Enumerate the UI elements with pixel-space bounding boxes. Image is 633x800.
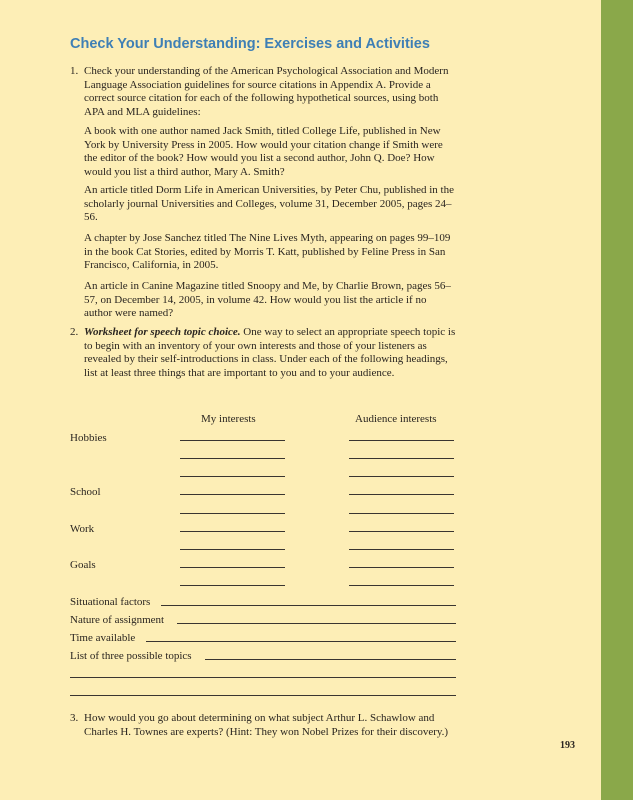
question-text: Check your understanding of the American Psychological Association and Modern Language Association guidelines for source citations in Appendix A. Provide a correct source citation for each of the following hypothetical sources, using both APA and MLA guidelines: bbox=[84, 65, 449, 118]
question-number: 1. bbox=[70, 65, 79, 77]
answer-line[interactable] bbox=[177, 623, 456, 624]
question-number: 2. bbox=[70, 326, 79, 338]
category-school: School bbox=[70, 486, 101, 498]
answer-line[interactable] bbox=[349, 458, 454, 459]
question-text: How would you go about determining on what subject Arthur L. Schawlow and Charles H. Townes are experts? (Hint: They won Nobel Prizes for their discovery.) bbox=[84, 712, 449, 738]
answer-line[interactable] bbox=[180, 458, 285, 459]
section-heading: Check Your Understanding: Exercises and Activities bbox=[70, 36, 430, 52]
worksheet-instructions: One way to select an appropriate speech topic is to begin with an inventory of your own interests and those of your listeners as revealed by their self-introductions in class. Under each of the following headings, list at least three things that are important to you and to your audience. bbox=[84, 326, 456, 379]
page-number: 193 bbox=[560, 740, 575, 751]
answer-line[interactable] bbox=[349, 549, 454, 550]
category-work: Work bbox=[70, 523, 95, 535]
answer-line[interactable] bbox=[180, 476, 285, 477]
answer-line[interactable] bbox=[349, 494, 454, 495]
answer-line[interactable] bbox=[349, 440, 454, 441]
answer-line[interactable] bbox=[349, 567, 454, 568]
answer-line[interactable] bbox=[349, 513, 454, 514]
worksheet-title: Worksheet for speech topic choice. bbox=[84, 326, 241, 338]
side-accent-bar bbox=[601, 0, 633, 800]
answer-line[interactable] bbox=[180, 531, 285, 532]
field-situational-factors: Situational factors bbox=[70, 596, 151, 608]
answer-line[interactable] bbox=[180, 494, 285, 495]
answer-line[interactable] bbox=[180, 585, 285, 586]
question-2 bbox=[70, 326, 460, 380]
question-number: 3. bbox=[70, 712, 79, 724]
column-header-my-interests: My interests bbox=[201, 413, 256, 425]
answer-line[interactable] bbox=[349, 531, 454, 532]
answer-line[interactable] bbox=[70, 695, 456, 696]
column-header-audience-interests: Audience interests bbox=[355, 413, 437, 425]
citation-item-book: A book with one author named Jack Smith, titled College Life, published in New York by University Press in 2005. How would your citation change if Smith were the editor of the book? How would you list a second author, John Q. Doe? How would you list a third author, Mary A. Smith? bbox=[84, 125, 443, 178]
answer-line[interactable] bbox=[205, 659, 456, 660]
citation-item-article: An article titled Dorm Life in American Universities, by Peter Chu, published in the scholarly journal Universities and Colleges, volume 31, December 2005, pages 24–56. bbox=[84, 184, 454, 224]
field-possible-topics: List of three possible topics bbox=[70, 650, 192, 662]
question-text bbox=[84, 326, 460, 380]
question-1 bbox=[70, 65, 460, 119]
citation-item-magazine: An article in Canine Magazine titled Snoopy and Me, by Charlie Brown, pages 56–57, on December 14, 2005, in volume 42. How would you list the article if no author were named? bbox=[84, 280, 451, 320]
citation-item-chapter: A chapter by Jose Sanchez titled The Nine Lives Myth, appearing on pages 99–109 in the book Cat Stories, edited by Morris T. Katt, published by Feline Press in San Francisco, California, in 2005. bbox=[84, 232, 451, 272]
answer-line[interactable] bbox=[180, 513, 285, 514]
answer-line[interactable] bbox=[180, 567, 285, 568]
answer-line[interactable] bbox=[180, 440, 285, 441]
answer-line[interactable] bbox=[180, 549, 285, 550]
category-goals: Goals bbox=[70, 559, 96, 571]
category-hobbies: Hobbies bbox=[70, 432, 107, 444]
answer-line[interactable] bbox=[349, 476, 454, 477]
question-3 bbox=[70, 712, 460, 739]
answer-line[interactable] bbox=[349, 585, 454, 586]
field-nature-of-assignment: Nature of assignment bbox=[70, 614, 165, 626]
answer-line[interactable] bbox=[161, 605, 456, 606]
field-time-available: Time available bbox=[70, 632, 136, 644]
answer-line[interactable] bbox=[70, 677, 456, 678]
answer-line[interactable] bbox=[146, 641, 456, 642]
